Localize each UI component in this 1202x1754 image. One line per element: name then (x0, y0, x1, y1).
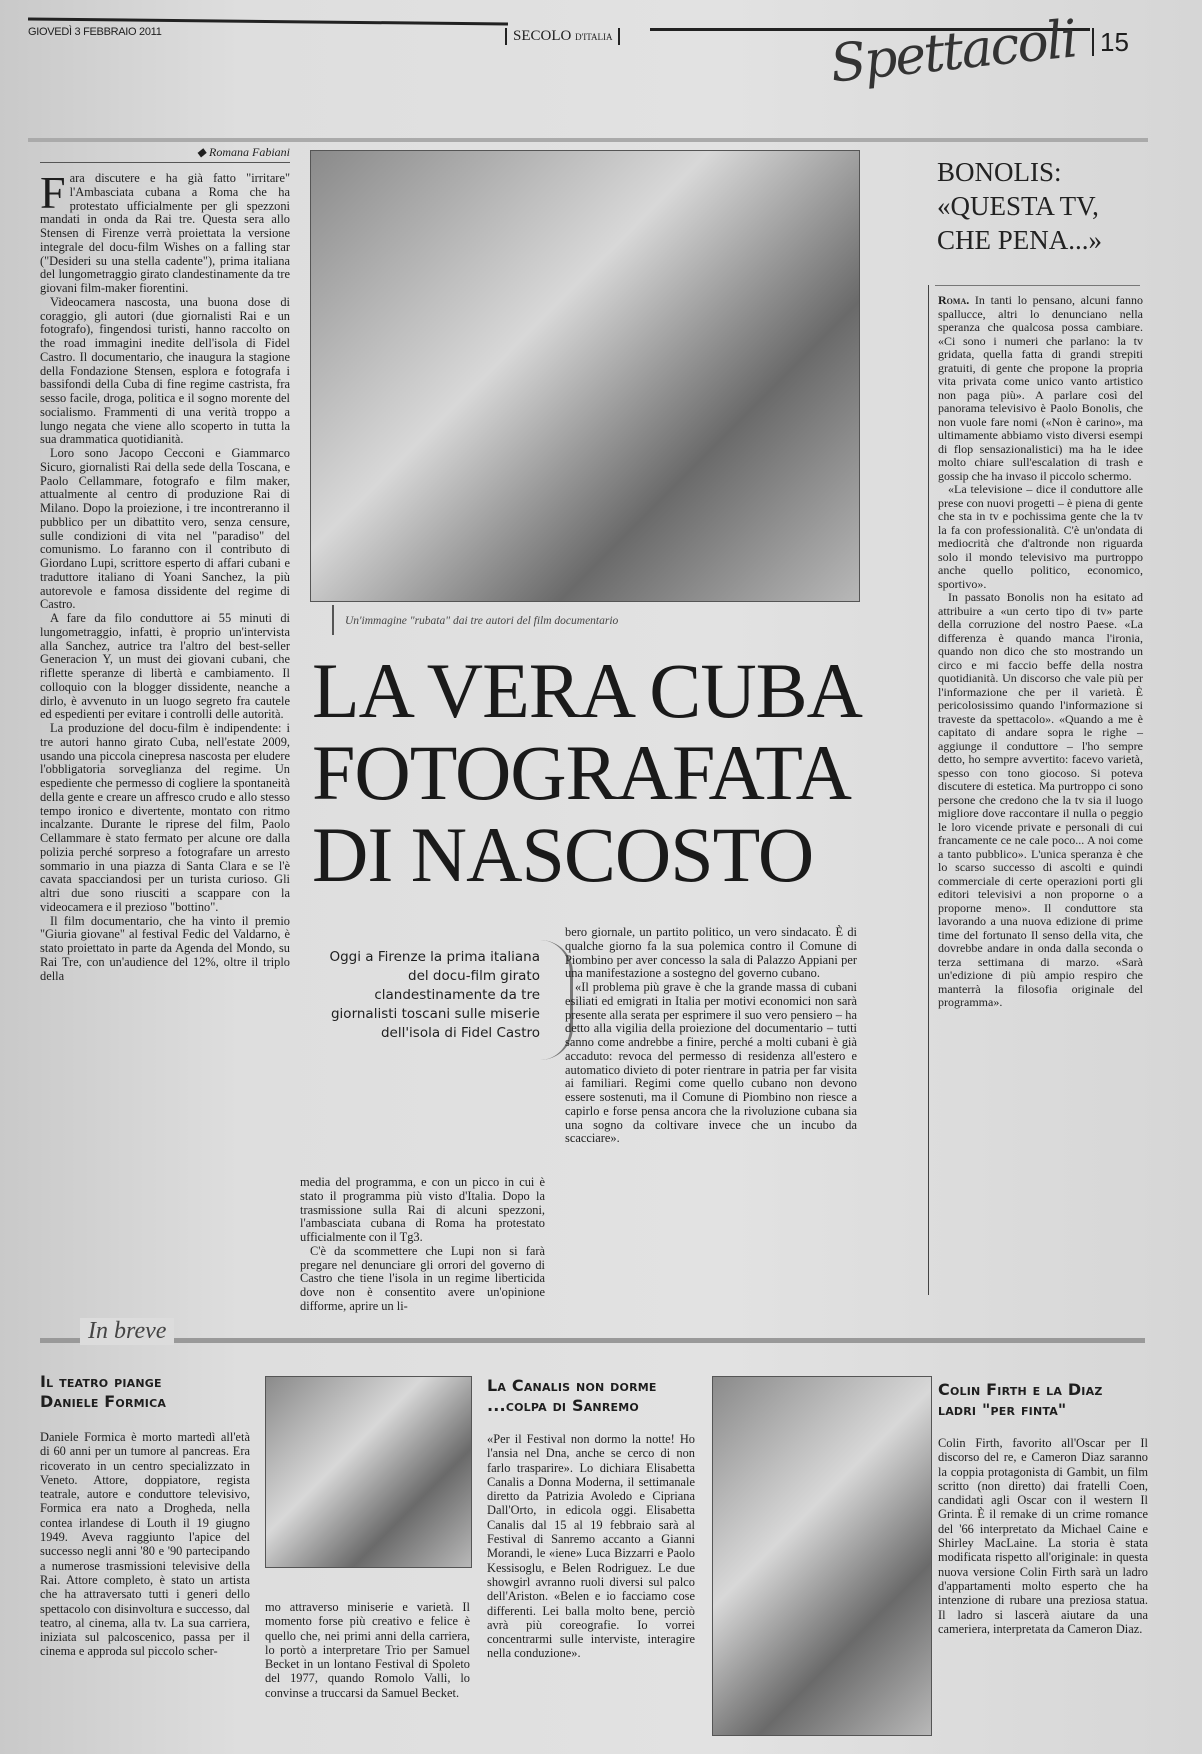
headline-line: CHE PENA...» (937, 225, 1103, 255)
paragraph: bero giornale, un partito politico, un vero sindacato. È di qualche giorno fa la sua polemica contro il Comune di Piombino per aver concesso la sala di Palazzo Appiani per una manifestazione a sostegno del governo cubano. (565, 925, 857, 981)
brief-text: mo attraverso miniserie e varietà. Il momento forse più creativo e felice è quello che, nei primi anni della carriera, lo portò a interpretare Trio per Samuel Becket in un lontano Festival di Spoleto del 1977, quando Romolo Valli, lo convinse a truccarsi da Samuel Becket. (265, 1600, 470, 1700)
column-divider (928, 285, 929, 1295)
paragraph: Il film documentario, che ha vinto il premio "Giuria giovane" al festival Fedic del Valdarno, è stato proiettato in parte da Agenda del Mondo, su Rai Tre, con un'audience del 12%, oltre il triplo della (40, 913, 290, 983)
title-line: Daniele Formica (40, 1392, 167, 1411)
divider (935, 285, 1140, 286)
header-rule (28, 17, 508, 25)
masthead-name: SECOLO (513, 28, 572, 44)
byline: ◆ Romana Fabiani (40, 145, 290, 163)
headline-line: BONOLIS: (937, 157, 1062, 187)
headline-line: «QUESTA TV, (937, 191, 1099, 221)
page-number: 15 (1092, 28, 1129, 56)
pull-quote: Oggi a Firenze la prima italiana del docu-film girato clandestinamente da tre giornalisti toscani sulle miserie dell'isola di Fidel Castro (329, 949, 540, 1041)
paragraph: Videocamera nascosta, una buona dose di coraggio, gli autori (due giornalisti Rai e un fotografo), fingendosi turisti, hanno raccolto on the road immagini inedite dell'isola di Fidel Castro. Il documentario, che inaugura la stagione della Fondazione Stensen, esplora e fotografa i bassifondi della Cuba di fine regime castrista, fra sesso facile, droga, politica e il sogno morente del socialismo. Frammenti di una verità troppo a lungo negata che viene allo scoperto in tutta la sua drammatica quotidianità. (40, 294, 290, 447)
paragraph: ara discutere e ha già fatto "irritare" l'Ambasciata cubana a Roma che ha protestato ufficialmente per gli spezzoni mandati in onda da Rai tre. Questa sera allo Stensen di Firenze verrà proiettata la versione integrale del docu-film Wishes on a falling star ("Desideri su una stella cadente"), prima italiana del lungometraggio girato clandestinamente da tre giovani film-maker fiorentini. (40, 171, 290, 295)
author-name: Romana Fabiani (209, 145, 290, 159)
in-breve-label: In breve (80, 1318, 174, 1345)
dateline: Roma. (938, 293, 970, 307)
brief-text: Colin Firth, favorito all'Oscar per Il discorso del re, e Cameron Diaz saranno la coppia protagonista di Gambit, un film scritto (non diretto) dai fratelli Coen, candidati agli Oscar con il western Il Grinta. È il remake di un crime romance del '66 interpretato da Michael Caine e Shirley MacLaine. La storia è stata modificata rispetto all'originale: in questa nuova versione Colin Firth sarà un ladro d'appartamenti molto esperto che ha intenzione di rubare una preziosa statua. Il ladro si lascerà aiutare da una cameriera, interpretata da Cameron Diaz. (938, 1436, 1148, 1636)
title-line: Il teatro piange (40, 1372, 162, 1391)
paragraph: A fare da filo conduttore ai 55 minuti di lungometraggio, infatti, è proprio un'intervista alla Sanchez, autrice tra l'altro del best-seller Generacion Y, un must dei giovani cubani, che riflette speranze di libertà e cambiamento. Il colloquio con la blogger dissidente, neanche a dirlo, è avvenuto in un luogo segreto fra cautele ed espedienti per evitare i controlli delle autorità. (40, 611, 290, 722)
portrait-photo-canalis (712, 1376, 932, 1736)
paragraph: C'è da scommettere che Lupi non si farà pregare nel denunciare gli orrori del governo di Castro che tiene l'isola in un regime liberticida dove non è consentito avere un'opinione difforme, aprire un li- (300, 1243, 545, 1313)
brief-title (40, 1372, 260, 1412)
paragraph: Loro sono Jacopo Cecconi e Giammarco Sicuro, giornalisti Rai della sede della Toscana, e Paolo Cellammare, fotografo e film maker, attualmente al centro di produzione Rai di Milano. Dopo la proiezione, i tre incontreranno il pubblico per un dibattito vero, senza censure, sulle condizioni di vita nel "paradiso" del comunismo. Lo faranno con il contributo di Giordano Lupi, scrittore esperto di affari cubani e traduttore italiano di Yoani Sanchez, la più autorevole e famosa dissidente del regime di Castro. (40, 446, 290, 612)
issue-date: GIOVEDÌ 3 FEBBRAIO 2011 (28, 26, 162, 38)
paragraph: In tanti lo pensano, alcuni fanno spallucce, altri lo denunciano nella speranza che qualcosa possa cambiare. «Ci sono i numeri che parlano: la tv gridata, quella fatta di grandi strepiti gratuiti, di gente che propone la propria vita privata come unico vanto artistico non paga più». A parlare così del panorama televisivo è Paolo Bonolis, che non vuole fare nomi («Non è carino», ma ultimamente abbiamo visto diversi esempi di flop sensazionalistici) ma ha le idee molto chiare sull'escalation di trash e gossip che ha invaso il piccolo schermo. (938, 293, 1144, 483)
brief-text: «Per il Festival non dormo la notte! Ho l'ansia nel Dna, anche se cerco di non farlo trasparire». Lo dichiara Elisabetta Canalis a Donna Moderna, il settimanale diretto da Patrizia Avoledo e Cipriana Dall'Orto, in edicola oggi. Elisabetta Canalis dal 15 al 19 febbraio sarà al Festival di Sanremo accanto a Gianni Morandi, le «iene» Luca Bizzarri e Paolo Kessisoglu, e Belen Rodriguez. Le due showgirl avranno ruoli diversi sul palco dell'Ariston. «Belen e io facciamo cose differenti. Lei balla molto bene, perciò avrà più coreografie. Io vorrei concentrarmi sulle interviste, interagire nella conduzione». (487, 1432, 695, 1661)
article-headline (312, 647, 892, 898)
drop-cap: F (40, 167, 66, 218)
masthead-suffix: D'ITALIA (575, 32, 613, 42)
photo-caption: Un'immagine "rubata" dai tre autori del film documentario (345, 615, 619, 627)
caption-rule (332, 605, 334, 635)
headline-line: DI NASCOSTO (312, 811, 814, 898)
in-breve-rule (40, 1338, 1145, 1343)
header-rule (28, 138, 1148, 142)
paragraph: In passato Bonolis non ha esitato ad attribuire a «un certo tipo di tv» parte della corruzione del nostro Paese. «La differenza è quando manca l'ironia, quando non dico che sto mostrando un circo e mi faccio beffe della nostra quotidianità. Un discorso che vale più per l'informazione che per il varietà. È pericolosissimo quando l'informazione si traveste da spettacolo». «Quando a me è capitato di andare sopra le righe – aggiunge il conduttore – l'ho sempre detto, ho sempre avvertito: facevo varietà, spesso con tono giocoso. Si poteva discutere di estetica. Ma purtroppo ci sono persone che credono che la tv sia il luogo migliore dove raccontare il nulla o peggio le loro vicende private e personali di cui francamente ce ne cale poco... A noi come a tanto pubblico». L'unica speranza è che lo scarso successo di ascolti e quindi commerciale di certe operazioni porti gli editori televisivi a non proporne o a proporne meno». Il conduttore sta lavorando a una nuova edizione di prime time del fortunato Il senso della vita, che dovrebbe andare in onda dalla seconda o terza settimana di marzo. «Sarà un'edizione di più ampio respiro che manterrà la filosofia originale del programma». (938, 590, 1143, 1009)
title-line: La Canalis non dorme (487, 1376, 657, 1395)
paragraph: «La televisione – dice il conduttore alle prese con nuovi progetti – è piena di gente che sta in tv e pochissima gente che la tv la fa con professionalità. C'è un'ondata di mediocrità che d'altronde non riguarda solo il mondo televisivo ma purtroppo anche quello politico, economico, sportivo». (938, 482, 1143, 591)
article-column-2 (300, 1176, 545, 1314)
title-line: ...colpa di Sanremo (487, 1396, 639, 1415)
headline-line: FOTOGRAFATA (312, 729, 851, 816)
paragraph: «Il problema più grave è che la grande massa di cubani esiliati ed emigrati in Italia per motivi economici non sarà presente alla serata per esprimere il suo vero pensiero – ha detto alla vigilia della proiezione del documentario – tutti sanno come andrebbe a finire, perché a molti cubani è già accaduto: revoca del permesso di residenza all'estero e automatico divieto di poter rientrare in patria per far visita ai familiari. Regimi come quello cubano non devono essere sostenuti, ma il Comune di Piombino non riesce a capirlo e forse pensa ancora che la rivoluzione cubana sia una sogno da coltivare invece che un incubo da scacciare». (565, 980, 857, 1146)
brief-text: Daniele Formica è morto martedì all'età di 60 anni per un tumore al pancreas. Era ricoverato in un centro specializzato in Veneto. Attore, doppiatore, regista teatrale, autore e conduttore televisivo, Formica era nato a Drogheda, nella contea irlandese di Louth il 19 giugno 1949. Aveva raggiunto l'apice del successo negli anni '80 e '90 partecipando a numerose trasmissioni televisive della Rai. Attore completo, è stato un artista che ha attraversato tutti i generi dello spettacolo con disinvoltura e successo, dal teatro, al cinema, alla tv. La sua carriera, iniziata sul palcoscenico, passa per il cinema e approda sul piccolo scher- (40, 1430, 250, 1659)
article-photo (310, 150, 860, 602)
article-column-1 (40, 167, 290, 1292)
headline-line: LA VERA CUBA (312, 647, 862, 734)
article-column-3 (565, 926, 857, 1146)
paragraph: La produzione del docu-film è indipendente: i tre autori hanno girato Cuba, nell'estate 2009, usando una piccola cinepresa nascosta per eludere l'obbligatoria sorveglianza del regime. Un espediente che permesso di cogliere la spontaneità della gente e creare un affresco crudo e allo stesso tempo ironico e divertente, montato con ritmo incalzante. Durante le riprese del film, Paolo Cellammare è stato fermato per alcune ore dalla polizia perché sorpreso a fotografare un arresto sommario in una piazza di Santa Clara e se l'è cavata spacciandosi per un turista curioso. Gli altri due sono riusciti a scappare con la videocamera e il prezioso "bottino". (40, 721, 290, 914)
masthead (505, 28, 620, 45)
side-headline (937, 155, 1137, 257)
section-title: Spettacoli (827, 9, 1079, 95)
paragraph: media del programma, e con un picco in cui è stato il programma più visto d'Italia. Dopo la trasmissione sulla Rai di alcuni spezzoni, l'ambasciata cubana di Roma ha protestato ufficialmente con il Tg3. (300, 1175, 545, 1244)
title-line: ladri "per finta" (938, 1400, 1067, 1419)
title-line: Colin Firth e la Diaz (938, 1380, 1103, 1399)
brief-title (938, 1380, 1153, 1420)
brief-title (487, 1376, 702, 1416)
portrait-photo-formica (265, 1376, 472, 1568)
side-article-body (938, 294, 1143, 1010)
